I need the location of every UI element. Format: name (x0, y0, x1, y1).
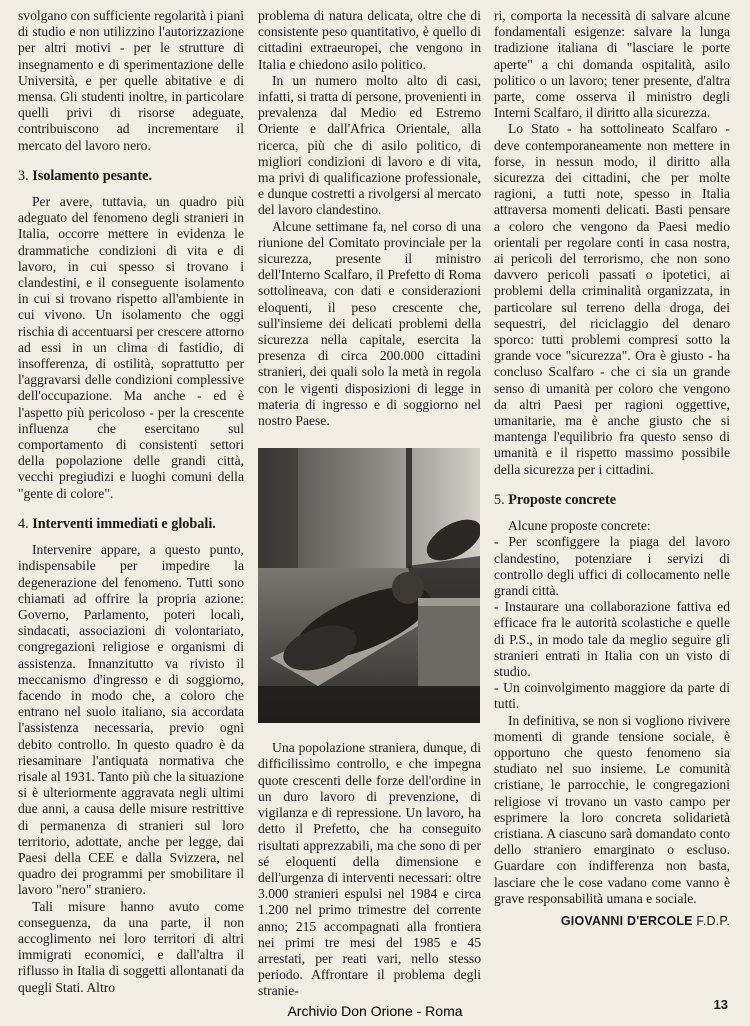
section-title: Isolamento pesante. (32, 167, 152, 184)
column-2 (258, 8, 481, 1000)
paragraph: Lo Stato - ha sottolineato Scalfaro - deve contemporaneamente non mettere in forse, in nessun modo, il diritto alla sicurezza dei cittadini, che per molte ragioni, a tutti note, spesso in Italia attraversa momenti delicati. Basti pensare a coloro che vengono da Paesi medio orientali per regolare conti in casa nostra, ai pericoli del terrorismo, che non sono davvero pericoli passati o ipotetici, ai problemi della criminalità organizzata, in particolare sul terreno della droga, dei sequestri, del riciclaggio del denaro sporco: tutti problemi compresi sotto la grande voce "sicurezza". Ora è giusto - ha concluso Scalfaro - che ci sia un grande senso di umanità per coloro che vengono da altri Paesi per ragioni oggettive, umanitarie, ma è anche giusto che si mantenga l'equilibrio fra questo senso di umanità e il rispetto massimo possibile della sicurezza per i cittadini. (494, 121, 730, 477)
column-3 (494, 8, 730, 929)
paragraph: ri, comporta la necessità di salvare alcune fondamentali esigenze: salvare la lunga tradizione italiana di "lasciare le porte aperte" a chi domanda ospitalità, asilo politico o un lavoro; tener presente, d'altra parte, come osserva il ministro degli Interni Scalfaro, il diritto alla sicurezza. (494, 8, 730, 121)
section-heading-5 (494, 492, 730, 508)
paragraph: Una popolazione straniera, dunque, di difficilissimo controllo, e che impegna quote crescenti delle forze dell'ordine in un duro lavoro di prevenzione, di vigilanza e di repressione. Un lavoro, ha detto il Prefetto, che ha conseguito risultati apprezzabili, ma che sono di per sé eloquenti della dimensione e dell'urgenza di interventi necessari: oltre 3.000 stranieri espulsi nel 1984 e circa 1.200 nel primo trimestre del corrente anno; 215 accompagnati alla frontiera nei primi tre mesi del 1985 e 45 arrestati, per reati vari, nello stesso periodo. Affrontare il problema degli stranie- (258, 740, 481, 999)
paragraph: In definitiva, se non si vogliono rivivere momenti di grande tensione sociale, è opportuno che questo fenomeno sia studiato nel suo insieme. Le comunità cristiane, le parrocchie, le congregazioni religiose vi trovano un vasto campo per esprimere la loro concreta solidarietà cristiana. A ciascuno sarà domandato conto dello straniero emarginato o escluso. Guardare con indifferenza non basta, lasciare che le cose vadano come vanno è grave responsabilità umana e sociale. (494, 712, 730, 906)
section-number: 3. (18, 167, 29, 184)
list-item: - Instaurare una collaborazione fattiva ed efficace fra le autorità scolastiche e quelle di P.S., in modo tale da meglio seguire gli stranieri entrati in Italia con un visto di studio. (494, 599, 730, 679)
author-signature (494, 913, 730, 929)
section-title: Proposte concrete (508, 491, 616, 508)
paragraph: problema di natura delicata, oltre che di consistente peso quantitativo, è quello di cittadini extraeuropei, che vengono in Italia e chiedono asilo politico. (258, 8, 481, 72)
section-heading-4 (18, 516, 244, 532)
author-name: GIOVANNI D'ERCOLE (560, 913, 693, 928)
archive-footer: Archivio Don Orione - Roma (287, 1003, 463, 1019)
paragraph: svolgano con sufficiente regolarità i piani di studio e non utilizzino l'autorizzazione per altri motivi - per le strutture di insegnamento e di sperimentazione delle Università, e per quelle abitative e di mensa. Gli studenti inoltre, in particolare quelli privi di risorse adeguate, contribuiscono ad incrementare il mercato del lavoro nero. (18, 8, 244, 153)
paragraph: Tali misure hanno avuto come conseguenza, da una parte, il non accoglimento nei loro territori di altri immigrati economici, e dall'altra il riflusso in Italia di soggetti allontanati da quegli Stati. Altro (18, 898, 244, 995)
paragraph: In un numero molto alto di casi, infatti, si tratta di persone, provenienti in prevalenza dal Medio ed Estremo Oriente e dall'Africa Orientale, alla ricerca, più che di asilo politico, di migliori condizioni di lavoro e di vita, ma privi di qualificazione professionale, e dunque costretti a rivolgersi al mercato del lavoro clandestino. (258, 72, 481, 218)
list-item: - Per sconfiggere la piaga del lavoro clandestino, potenziare i servizi di controllo degli uffici di collocamento nelle grandi città. (494, 534, 730, 598)
paragraph: Alcune settimane fa, nel corso di una riunione del Comitato provinciale per la sicurezza, presente il ministro dell'Interno Scalfaro, il Prefetto di Roma sottolineava, con dati e considerazioni eloquenti, il peso crescente che, sull'insieme dei delicati problemi della sicurezza nella capitale, esercita la presenza di circa 200.000 cittadini stranieri, dei quali solo la metà in regola con le vigenti disposizioni di legge in materia di ingresso e di soggiorno nel nostro Paese. (258, 218, 481, 429)
photo-sleeping-figures (258, 448, 480, 723)
paragraph: Alcune proposte concrete: (508, 518, 651, 534)
list-item: - Un coinvolgimento maggiore da parte di tutti. (494, 680, 730, 712)
section-number: 4. (18, 515, 29, 532)
paragraph: Intervenire appare, a questo punto, indispensabile per impedire la degenerazione del fenomeno. Tutti sono chiamati ad offrire la propria azione: Governo, Parlamento, poteri locali, sindacati, associazioni di volontariato, congregazioni religiose e organismi di assistenza. Innanzitutto va rivisto il meccanismo d'ingresso e di soggiorno, facendo in modo che, a coloro che entrano nel suolo italiano, sia accordata l'assistenza necessaria, previo ogni debito controllo. In questo quadro è da riesaminare l'antiquata normativa che risale al 1931. Tanto più che la situazione si è ulteriormente aggravata negli ultimi due anni, a causa delle misure restrittive di permanenza di stranieri sul loro territorio, adottate, anche per legge, dai Paesi della CEE e dalla Svizzera, nel quadro dei programmi per smobilitare il lavoro "nero" straniero. (18, 542, 244, 898)
article-photo (258, 448, 480, 723)
author-suffix: F.D.P. (696, 913, 730, 928)
column-1 (18, 8, 244, 996)
section-heading-3 (18, 168, 244, 184)
page-number: 13 (713, 997, 728, 1012)
paragraph: Per avere, tuttavia, un quadro più adeguato del fenomeno degli stranieri in Italia, occorre mettere in evidenza le drammatiche condizioni di vita e di lavoro, in cui spesso si trovano i clandestini, e il conseguente isolamento in cui si trovano rispetto all'ambiente in cui vivono. Un isolamento che oggi rischia di accentuarsi per crescere attorno ad essi in un clima di fastidio, di insofferenza, di ostilità, soprattutto per l'aggravarsi delle condizioni complessive dell'occupazione. Ma anche - ed è l'aspetto più pericoloso - per la crescente influenza che esercitano sul comportamento di consistenti settori della popolazione delle grandi città, vecchi pregiudizi e luoghi comuni della "gente di colore". (18, 194, 244, 501)
section-number: 5. (494, 491, 505, 508)
section-title: Interventi immediati e globali. (32, 515, 216, 532)
